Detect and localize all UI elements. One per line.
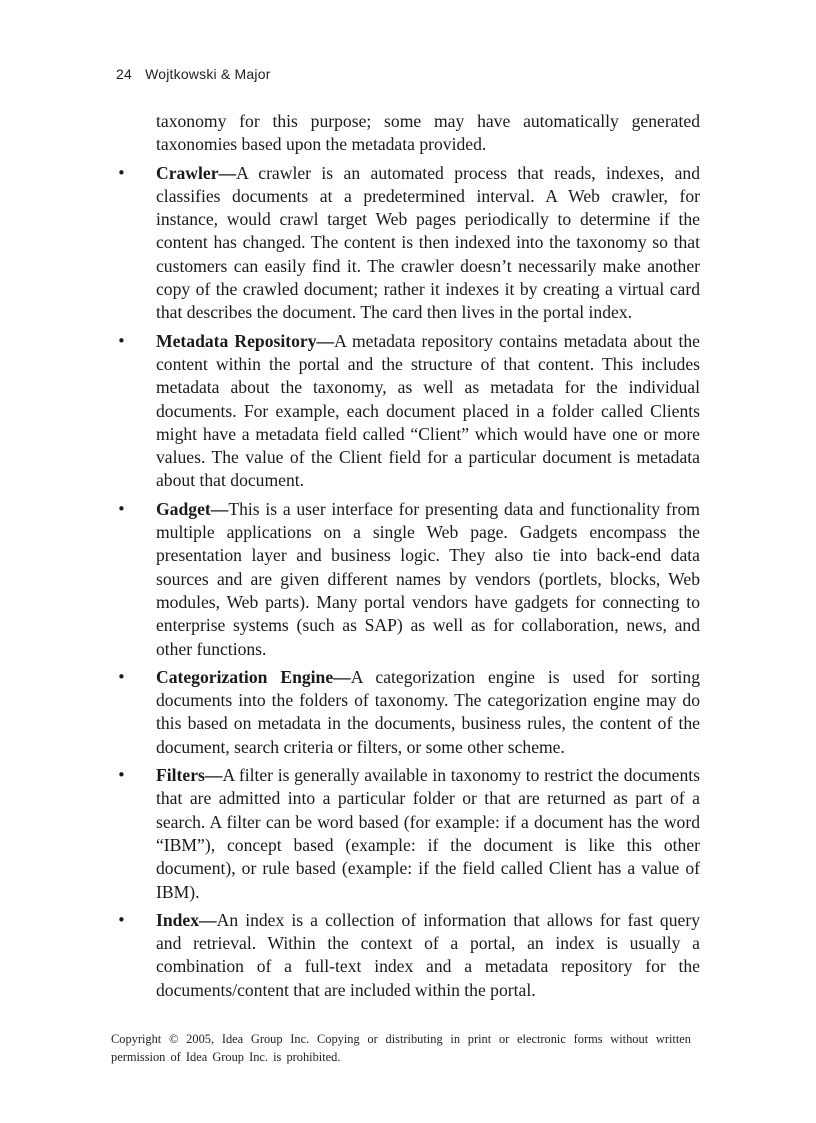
definition-text: A metadata repository contains metadata about the content within the portal and the structure of that content. This includes metadata about the taxonomy, as well as metadata for the individual documents. For example, each document placed in a folder called Clients might have a metadata field called “Client” which would have one or more values. The value of the Client field for a particular document is metadata about that document.: [156, 330, 700, 491]
definition-term: Index—: [156, 909, 217, 930]
page-number: 24: [116, 66, 132, 82]
definition-item-categorization-engine: [117, 666, 700, 759]
definition-item-crawler: [117, 162, 700, 325]
page-body: [117, 110, 700, 1007]
intro-paragraph: taxonomy for this purpose; some may have automatically generated taxonomies based upon the metadata provided.: [156, 111, 700, 155]
definition-text: A filter is generally available in taxonomy to restrict the documents that are admitted into a particular folder or that are returned as part of a search. A filter can be word based (for example: if a document has the word “IBM”), concept based (example: if the document is like this other document), or rule based (example: if the field called Client has a value of IBM).: [156, 765, 700, 902]
definition-text: A crawler is an automated process that reads, indexes, and classifies documents at a predetermined interval. A Web crawler, for instance, would crawl target Web pages periodically to determine if the content has changed. The content is then indexed into the taxonomy so that customers can easily find it. The crawler doesn’t necessarily make another copy of the crawled document; rather it indexes it by creating a virtual card that describes the document. The card then lives in the portal index.: [156, 162, 700, 323]
definition-list: [117, 162, 700, 1002]
definition-term: Categorization Engine—: [156, 666, 351, 687]
definition-text: An index is a collection of information that allows for fast query and retrieval. Within the context of a portal, an index is usually a combination of a full-text index and a metadata repository for the documents/content that are included within the portal.: [156, 909, 700, 1000]
definition-item-filters: [117, 764, 700, 904]
running-head-authors: Wojtkowski & Major: [145, 66, 271, 82]
copyright-notice: Copyright © 2005, Idea Group Inc. Copying or distributing in print or electronic forms without written permission of Idea Group Inc. is prohibited.: [111, 1032, 691, 1064]
definition-term: Gadget—: [156, 498, 229, 519]
definition-text: This is a user interface for presenting data and functionality from multiple applications on a single Web page. Gadgets encompass the presentation layer and business logic. They also tie into back-end data sources and are given different names by vendors (portlets, blocks, Web modules, Web parts). Many portal vendors have gadgets for connecting to enterprise systems (such as SAP) as well as for collaboration, news, and other functions.: [156, 498, 700, 659]
definition-term: Crawler—: [156, 162, 237, 183]
definition-term: Metadata Repository—: [156, 330, 335, 351]
definition-text: A categorization engine is used for sorting documents into the folders of taxonomy. The categorization engine may do this based on metadata in the documents, business rules, the content of the document, search criteria or filters, or some other scheme.: [156, 666, 700, 757]
bullet-icon: •: [117, 163, 126, 182]
bullet-icon: •: [117, 667, 126, 686]
bullet-icon: •: [117, 766, 126, 785]
bullet-icon: •: [117, 910, 126, 929]
definition-item-metadata-repository: [117, 330, 700, 493]
bullet-icon: •: [117, 499, 126, 518]
definition-term: Filters—: [156, 765, 223, 786]
definition-item-gadget: [117, 498, 700, 661]
bullet-icon: •: [117, 331, 126, 350]
definition-item-index: [117, 909, 700, 1002]
running-head: [116, 66, 271, 82]
